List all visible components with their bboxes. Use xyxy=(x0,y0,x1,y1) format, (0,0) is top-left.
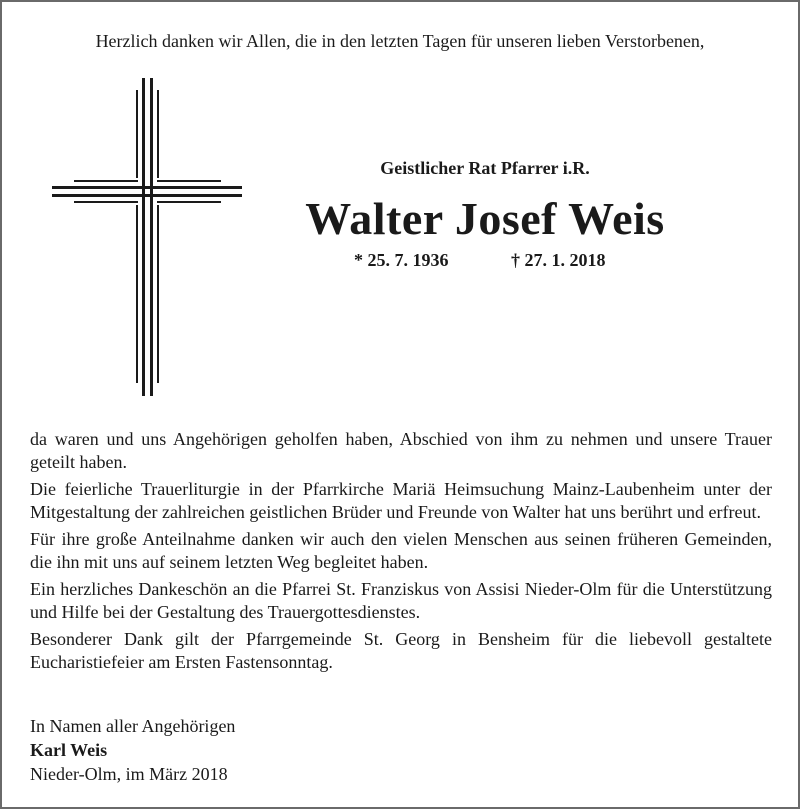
intro-line: Herzlich danken wir Allen, die in den letzten Tagen für unseren lieben Verstorbenen, xyxy=(95,31,705,51)
signer-name: Karl Weis xyxy=(30,740,108,760)
paragraph: Besonderer Dank gilt der Pfarrgemeinde St. Georg in Bensheim für die liebevoll gestaltete Eucharistiefeier am Ersten Fastensonntag. xyxy=(30,629,772,672)
deceased-title: Geistlicher Rat Pfarrer i.R. xyxy=(380,158,590,178)
deceased-name: Walter Josef Weis xyxy=(305,193,665,244)
birth-date: * 25. 7. 1936 xyxy=(354,250,449,270)
death-date: † 27. 1. 2018 xyxy=(511,250,606,270)
message-body xyxy=(30,428,772,678)
cross-icon xyxy=(52,78,242,396)
place-date: Nieder-Olm, im März 2018 xyxy=(30,764,228,784)
closing-block xyxy=(30,714,235,786)
paragraph: da waren und uns Angehörigen geholfen haben, Abschied von ihm zu nehmen und unsere Trauer geteilt haben. xyxy=(30,429,772,472)
paragraph: Für ihre große Anteilnahme danken wir auch den vielen Menschen aus seinen früheren Gemeinden, die ihn mit uns auf seinem letzten Weg begleitet haben. xyxy=(30,529,772,572)
closing-line: In Namen aller Angehörigen xyxy=(30,716,236,736)
paragraph: Ein herzliches Dankeschön an die Pfarrei St. Franziskus von Assisi Nieder-Olm für die Unterstützung und Hilfe bei der Gestaltung des Trauergottesdienstes. xyxy=(30,579,772,622)
paragraph: Die feierliche Trauerliturgie in der Pfarrkirche Mariä Heimsuchung Mainz-Laubenheim unter der Mitgestaltung der zahlreichen geistlichen Brüder und Freunde von Walter hat uns berührt und erfreut. xyxy=(30,479,772,522)
